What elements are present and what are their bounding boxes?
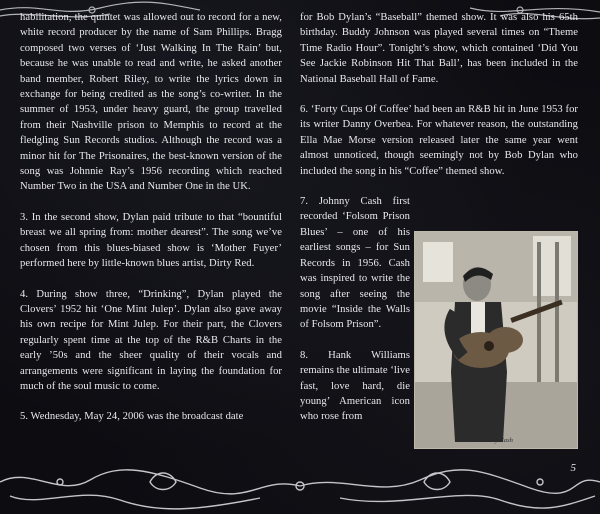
johnny-cash-photo — [414, 231, 578, 449]
photo-caption: Johnny Cash — [479, 437, 513, 444]
paragraph: habilitation, the quintet was allowed out to record for a new, white record producer by the name of Sam Phillips. Bragg composed two verses of ‘Just Walking In The Rain’ but, because he was unable to read and write, he asked another band member, Robert Riley, to write the lyrics down in exchange for being credited as the song’s co-writer. In the summer of 1953, under heavy guard, the group travelled from their Nashville prison to Memphis to record at the fledgling Sun Records studios. Although the record was a minor hit for The Prisonaires, the best-known version of the song was Johnnie Ray’s 1956 recording which reached Number Two in the USA and Number One in the UK. — [20, 12, 282, 193]
paragraph: 6. ‘Forty Cups Of Coffee’ had been an R&B hit in June 1953 for its writer Danny Overbea. For whatever reason, the outstanding Ella Mae Morse version released later the same year went almost unnoticed, though seemingly not by Bob Dylan who included the song in his “Coffee” themed show. — [300, 104, 578, 177]
left-column — [20, 10, 282, 425]
paragraph: 8. Hank Williams remains the ultimate ‘live fast, love hard, die young’ American icon who rose from — [300, 349, 410, 423]
page-number: 5 — [570, 462, 576, 474]
paragraph: for Bob Dylan’s “Baseball” themed show. It was also his 65th birthday. Buddy Johnson was played several times on “Theme Time Radio Hour”. Tonight’s show, which contained ‘Did You See Jackie Robinson Hit That Ball’, has been included in the National Baseball Hall of Fame. — [300, 12, 578, 85]
paragraph: 4. During show three, “Drinking”, Dylan played the Clovers’ 1952 hit ‘One Mint Julep’. Dylan also gave away his own recipe for Mint Julep. For their part, the Clovers regularly spent time at the top of the R&B Charts in the early ’50s and the sheer quality of their vocals and arrangements were significant in laying the foundation for much of the soul music to come. — [20, 288, 282, 392]
bottom-ornament — [0, 452, 600, 514]
paragraph: 3. In the second show, Dylan paid tribute to that “bountiful breast we all spring from: mother dearest”. The song we’ve chosen from this blues-biased show is ‘Mother Fuyer’ performed here by little-known blues artist, Dirty Red. — [20, 211, 282, 270]
paragraph: 5. Wednesday, May 24, 2006 was the broadcast date — [20, 411, 244, 423]
paragraph: 7. Johnny Cash first recorded ‘Folsom Prison Blues’ – one of his earliest songs – for Sun Records in 1956. Cash was inspired to write the song after seeing the movie “Inside the Walls of Folsom Prison”. — [300, 196, 410, 331]
